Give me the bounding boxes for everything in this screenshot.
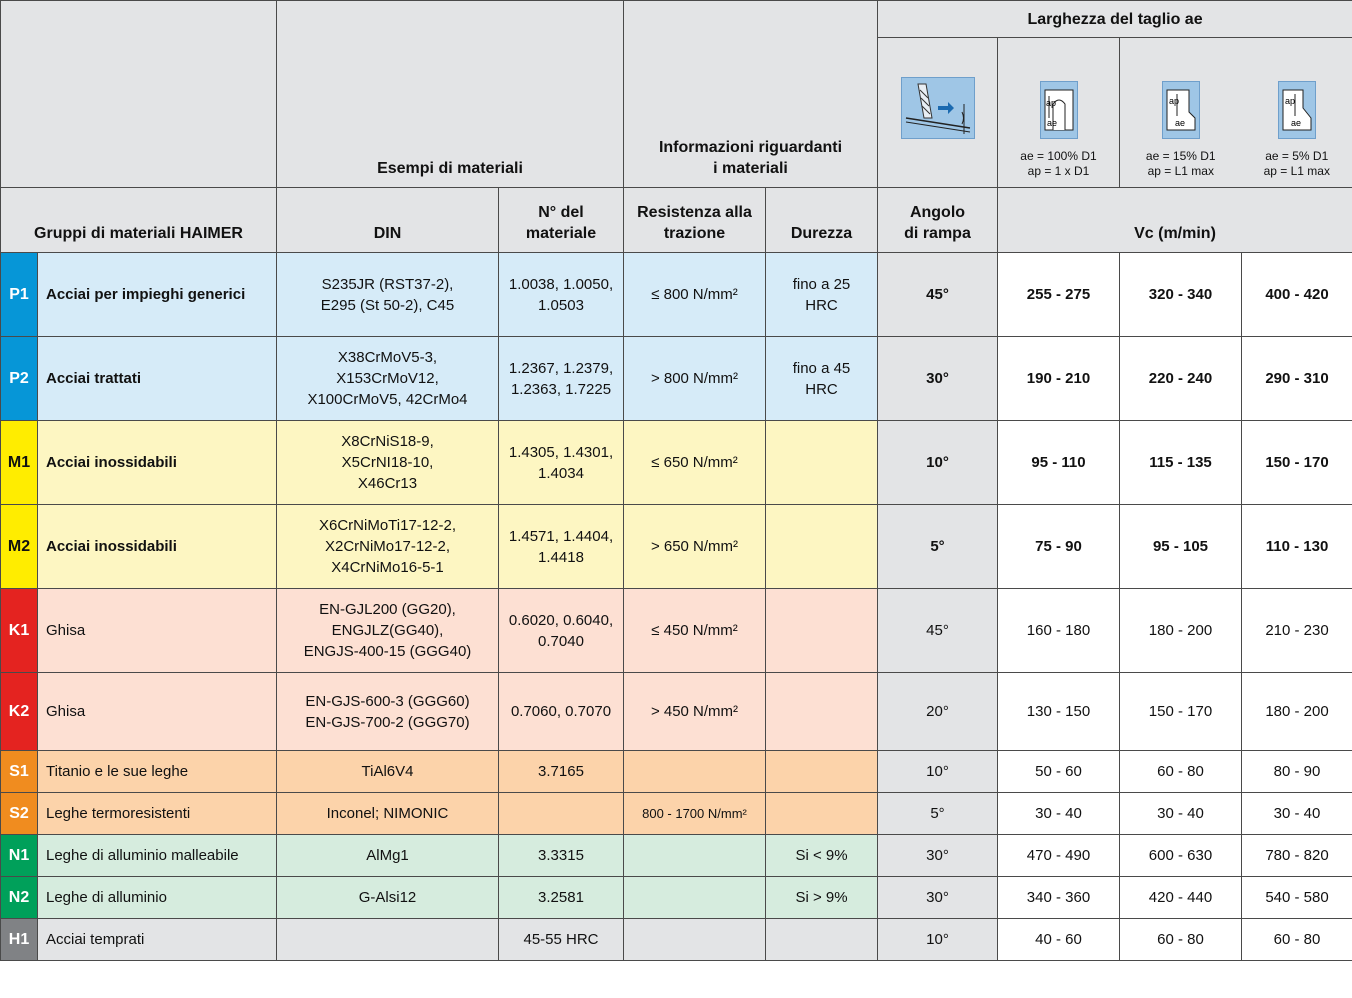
material-number-line: 3.7165 (538, 763, 584, 780)
ramp-angle-cell: 10° (878, 751, 998, 793)
vc-value-cell: 130 - 150 (998, 673, 1120, 751)
din-line: X46Cr13 (357, 475, 418, 492)
material-number-line: 1.4418 (538, 548, 584, 566)
group-code-badge: S2 (1, 793, 38, 835)
din-line: X4CrNiMo16-5-1 (331, 559, 444, 576)
vc-value-cell: 160 - 180 (998, 589, 1120, 673)
header-informazioni-line2: i materiali (713, 160, 788, 177)
material-group-name: Ghisa (38, 673, 277, 751)
ramp-angle-cell: 10° (878, 421, 998, 505)
tensile-strength-cell (624, 835, 766, 877)
material-number-line: 1.2363, 1.7225 (510, 380, 612, 398)
material-number-line: 1.0038, 1.0050, (508, 275, 614, 293)
icon-label-ap-1: ap (1045, 98, 1056, 108)
header-gruppi: Gruppi di materiali HAIMER (1, 188, 277, 253)
material-group-name: Leghe termoresistenti (38, 793, 277, 835)
material-number-line: 1.4571, 1.4404, (508, 527, 614, 545)
table-row (1, 253, 1352, 337)
material-number-line: 3.3315 (538, 847, 584, 864)
vc-value-cell: 40 - 60 (998, 919, 1120, 961)
group-code-badge: K2 (1, 673, 38, 751)
material-number-line: 0.7040 (538, 632, 584, 650)
tensile-strength-cell: > 650 N/mm² (624, 505, 766, 589)
header-numero-line2: materiale (525, 225, 597, 242)
hardness-line: HRC (805, 380, 838, 398)
vc-value-cell: 290 - 310 (1242, 337, 1352, 421)
condition-full-line2: ap = 1 x D1 (1027, 164, 1090, 178)
vc-value-cell: 60 - 80 (1120, 751, 1242, 793)
vc-value-cell: 780 - 820 (1242, 835, 1352, 877)
group-code-badge: N2 (1, 877, 38, 919)
icon-label-ap-2: ap (1168, 96, 1179, 106)
din-line: X38CrMoV5-3, (337, 349, 438, 366)
header-informazioni (624, 1, 878, 188)
group-code-badge: K1 (1, 589, 38, 673)
hardness-cell (766, 673, 878, 751)
material-number-line: 1.4305, 1.4301, (508, 443, 614, 461)
material-number-cell (499, 793, 624, 835)
hardness-cell (766, 253, 878, 337)
header-din: DIN (277, 188, 499, 253)
ramp-angle-cell: 5° (878, 793, 998, 835)
tensile-strength-cell: ≤ 800 N/mm² (624, 253, 766, 337)
din-line: EN-GJS-600-3 (GGG60) (305, 692, 470, 710)
din-cell (277, 877, 499, 919)
material-number-line: 1.2367, 1.2379, (508, 359, 614, 377)
hardness-cell (766, 505, 878, 589)
header-durezza: Durezza (766, 188, 878, 253)
vc-value-cell: 150 - 170 (1242, 421, 1352, 505)
din-line: X153CrMoV12, (336, 370, 439, 387)
vc-value-cell: 80 - 90 (1242, 751, 1352, 793)
table-row (1, 835, 1352, 877)
header-numero-line1: N° del (538, 204, 584, 221)
material-number-cell (499, 919, 624, 961)
din-line: G-Alsi12 (358, 889, 417, 906)
header-esempi: Esempi di materiali (277, 1, 624, 188)
material-number-line: 0.7060, 0.7070 (510, 703, 612, 720)
material-group-name: Leghe di alluminio (38, 877, 277, 919)
tensile-strength-cell: > 450 N/mm² (624, 673, 766, 751)
full-slot-icon (1040, 81, 1078, 139)
vc-value-cell: 110 - 130 (1242, 505, 1352, 589)
table-row (1, 877, 1352, 919)
vc-value-cell: 420 - 440 (1120, 877, 1242, 919)
header-angolo-line1: Angolo (909, 204, 966, 221)
din-line: ENGJLZ(GG40), (331, 622, 444, 639)
header-condition-5 (1242, 38, 1352, 188)
material-number-cell (499, 337, 624, 421)
vc-value-cell: 115 - 135 (1120, 421, 1242, 505)
condition-5-line1: ae = 5% D1 (1265, 149, 1329, 163)
tensile-strength-cell (624, 751, 766, 793)
material-number-cell (499, 835, 624, 877)
tensile-strength-cell: > 800 N/mm² (624, 337, 766, 421)
material-group-name: Acciai inossidabili (38, 505, 277, 589)
table-row (1, 421, 1352, 505)
material-group-name: Acciai temprati (38, 919, 277, 961)
din-cell (277, 505, 499, 589)
din-cell (277, 253, 499, 337)
material-rows (1, 253, 1352, 961)
din-line: AlMg1 (366, 847, 409, 864)
material-number-cell (499, 673, 624, 751)
vc-value-cell: 400 - 420 (1242, 253, 1352, 337)
tensile-strength-cell: ≤ 650 N/mm² (624, 421, 766, 505)
din-line: EN-GJL200 (GG20), (319, 601, 456, 618)
din-cell (277, 919, 499, 961)
hardness-cell (766, 421, 878, 505)
side-milling-icon (1162, 81, 1200, 139)
table-row (1, 337, 1352, 421)
vc-value-cell: 540 - 580 (1242, 877, 1352, 919)
material-number-line: 1.4034 (538, 464, 584, 482)
vc-value-cell: 320 - 340 (1120, 253, 1242, 337)
condition-5-line2: ap = L1 max (1263, 164, 1330, 178)
ramping-tool-icon (901, 77, 975, 139)
ramp-angle-cell: 10° (878, 919, 998, 961)
vc-value-cell: 60 - 80 (1120, 919, 1242, 961)
condition-15-line1: ae = 15% D1 (1145, 149, 1216, 163)
hardness-cell (766, 589, 878, 673)
ramp-angle-cell: 45° (878, 253, 998, 337)
din-line: ENGJS-400-15 (GGG40) (303, 643, 472, 660)
group-code-badge: M2 (1, 505, 38, 589)
icon-label-ap-3: ap (1284, 96, 1295, 106)
icon-label-ae-3: ae (1290, 118, 1301, 128)
table-row (1, 793, 1352, 835)
vc-value-cell: 60 - 80 (1242, 919, 1352, 961)
material-number-line: 1.0503 (538, 296, 584, 314)
header-resistenza (624, 188, 766, 253)
table-row (1, 505, 1352, 589)
hardness-cell (766, 337, 878, 421)
tensile-strength-cell (624, 919, 766, 961)
header-numero (499, 188, 624, 253)
din-line: X5CrNI18-10, (341, 454, 434, 471)
din-line: X100CrMoV5, 42CrMo4 (307, 391, 468, 408)
ramp-angle-cell: 30° (878, 877, 998, 919)
din-cell (277, 673, 499, 751)
hardness-cell (766, 793, 878, 835)
header-larghezza: Larghezza del taglio ae (878, 1, 1352, 38)
material-number-cell (499, 253, 624, 337)
group-code-badge: P2 (1, 337, 38, 421)
vc-value-cell: 180 - 200 (1242, 673, 1352, 751)
vc-value-cell: 180 - 200 (1120, 589, 1242, 673)
table-row (1, 589, 1352, 673)
header-resistenza-line1: Resistenza alla (637, 204, 752, 221)
hardness-line: fino a 25 (792, 275, 851, 293)
finishing-icon (1278, 81, 1316, 139)
din-line: TiAl6V4 (361, 763, 414, 780)
din-line: X2CrNiMo17-12-2, (324, 538, 451, 555)
icon-label-ae-1: ae (1046, 118, 1057, 128)
header-condition-full (998, 38, 1120, 188)
header-gruppi-empty (1, 1, 277, 188)
din-line: X8CrNiS18-9, (341, 433, 434, 450)
ramp-angle-cell: 45° (878, 589, 998, 673)
group-code-badge: S1 (1, 751, 38, 793)
vc-value-cell: 220 - 240 (1120, 337, 1242, 421)
vc-value-cell: 95 - 105 (1120, 505, 1242, 589)
din-cell (277, 589, 499, 673)
material-number-line: 3.2581 (538, 889, 584, 906)
header-angolo-line2: di rampa (904, 225, 971, 242)
din-line: X6CrNiMoTi17-12-2, (319, 517, 456, 534)
hardness-line: HRC (805, 296, 838, 314)
din-cell (277, 337, 499, 421)
hardness-line: Si > 9% (795, 889, 848, 906)
vc-value-cell: 75 - 90 (998, 505, 1120, 589)
material-group-name: Titanio e le sue leghe (38, 751, 277, 793)
din-cell (277, 751, 499, 793)
hardness-cell (766, 919, 878, 961)
vc-value-cell: 470 - 490 (998, 835, 1120, 877)
header-ramp-icon-cell (878, 38, 998, 188)
vc-value-cell: 150 - 170 (1120, 673, 1242, 751)
group-code-badge: M1 (1, 421, 38, 505)
tensile-strength-cell (624, 877, 766, 919)
vc-value-cell: 255 - 275 (998, 253, 1120, 337)
ramp-angle-cell: 30° (878, 337, 998, 421)
material-number-cell (499, 505, 624, 589)
material-number-cell (499, 589, 624, 673)
vc-value-cell: 30 - 40 (1242, 793, 1352, 835)
vc-value-cell: 340 - 360 (998, 877, 1120, 919)
icon-label-ae-2: ae (1174, 118, 1185, 128)
vc-value-cell: 600 - 630 (1120, 835, 1242, 877)
hardness-cell (766, 877, 878, 919)
group-code-badge: P1 (1, 253, 38, 337)
tensile-strength-cell: 800 - 1700 N/mm² (624, 793, 766, 835)
din-line: S235JR (RST37-2), (321, 275, 454, 293)
din-cell (277, 793, 499, 835)
hardness-cell (766, 751, 878, 793)
material-number-line: 0.6020, 0.6040, (508, 611, 614, 629)
condition-15-line2: ap = L1 max (1147, 164, 1214, 178)
condition-full-line1: ae = 100% D1 (1020, 149, 1097, 163)
table-row (1, 673, 1352, 751)
table-row (1, 751, 1352, 793)
group-code-badge: N1 (1, 835, 38, 877)
header-condition-15 (1120, 38, 1242, 188)
material-number-cell (499, 877, 624, 919)
material-number-cell (499, 421, 624, 505)
material-group-name: Leghe di alluminio malleabile (38, 835, 277, 877)
vc-value-cell: 30 - 40 (1120, 793, 1242, 835)
hardness-line: Si < 9% (795, 847, 848, 864)
material-group-name: Acciai per impieghi generici (38, 253, 277, 337)
din-line: EN-GJS-700-2 (GGG70) (305, 713, 470, 731)
material-group-name: Acciai trattati (38, 337, 277, 421)
vc-value-cell: 50 - 60 (998, 751, 1120, 793)
material-group-name: Acciai inossidabili (38, 421, 277, 505)
material-number-line: 45-55 HRC (523, 931, 599, 948)
header-vc: Vc (m/min) (998, 188, 1352, 253)
group-code-badge: H1 (1, 919, 38, 961)
vc-value-cell: 190 - 210 (998, 337, 1120, 421)
din-cell (277, 835, 499, 877)
hardness-line: fino a 45 (792, 359, 851, 377)
din-line: E295 (St 50-2), C45 (320, 296, 455, 314)
ramp-angle-cell: 20° (878, 673, 998, 751)
header-angolo (878, 188, 998, 253)
table-row (1, 919, 1352, 961)
tensile-strength-cell: ≤ 450 N/mm² (624, 589, 766, 673)
din-cell (277, 421, 499, 505)
material-number-cell (499, 751, 624, 793)
hardness-cell (766, 835, 878, 877)
vc-value-cell: 95 - 110 (998, 421, 1120, 505)
material-group-name: Ghisa (38, 589, 277, 673)
header-resistenza-line2: trazione (663, 225, 726, 242)
header-informazioni-line1: Informazioni riguardanti (658, 139, 843, 156)
din-line: Inconel; NIMONIC (326, 805, 449, 822)
vc-value-cell: 210 - 230 (1242, 589, 1352, 673)
ramp-angle-cell: 30° (878, 835, 998, 877)
ramp-angle-cell: 5° (878, 505, 998, 589)
vc-value-cell: 30 - 40 (998, 793, 1120, 835)
